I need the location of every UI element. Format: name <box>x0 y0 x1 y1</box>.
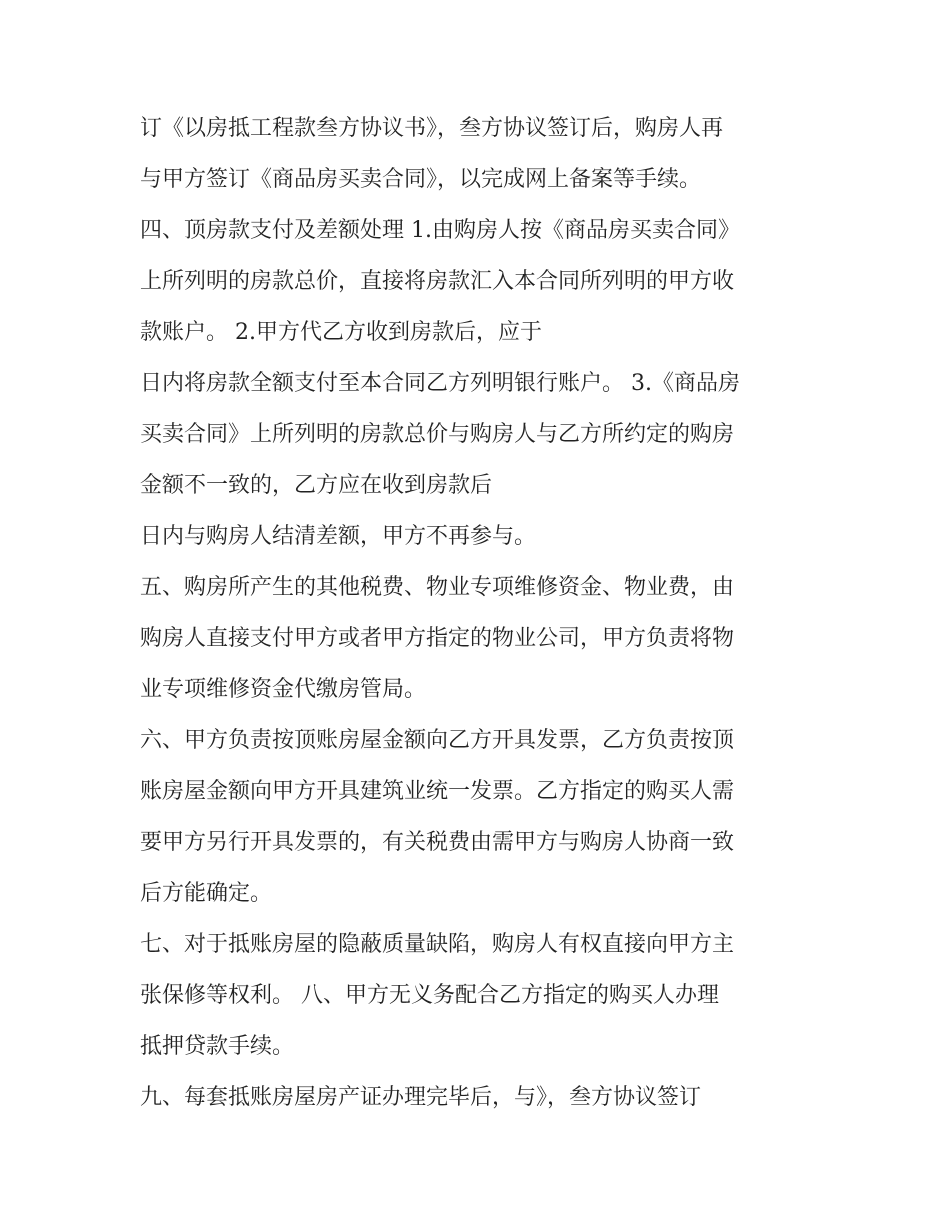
document-body <box>140 103 820 1123</box>
text-line: 买卖合同》上所列明的房款总价与购房人与乙方所约定的购房 <box>140 422 735 447</box>
text-line: 上所列明的房款总价，直接将房款汇入本合同所列明的甲方收 <box>140 269 735 294</box>
text-line: 购房人直接支付甲方或者甲方指定的物业公司，甲方负责将物 <box>140 626 735 651</box>
text-line: 款账户。 2.甲方代乙方收到房款后，应于 <box>140 320 542 345</box>
text-line: 九、每套抵账房屋房产证办理完毕后，与》，叁方协议签订 <box>140 1085 702 1110</box>
text-line: 张保修等权利。 八、甲方无义务配合乙方指定的购买人办理 <box>140 983 719 1008</box>
text-line: 订《以房抵工程款叁方协议书》，叁方协议签订后，购房人再 <box>140 116 724 141</box>
text-line: 日内与购房人结清差额，甲方不再参与。 <box>140 524 537 549</box>
text-line: 账房屋金额向甲方开具建筑业统一发票。乙方指定的购买人需 <box>140 779 735 804</box>
text-line: 四、顶房款支付及差额处理 1.由购房人按《商品房买卖合同》 <box>140 218 740 243</box>
text-line: 七、对于抵账房屋的隐蔽质量缺陷，购房人有权直接向甲方主 <box>140 932 735 957</box>
text-line: 要甲方另行开具发票的，有关税费由需甲方与购房人协商一致 <box>140 830 735 855</box>
text-line: 与甲方签订《商品房买卖合同》，以完成网上备案等手续。 <box>140 167 702 192</box>
text-line: 日内将房款全额支付至本合同乙方列明银行账户。 3.《商品房 <box>140 371 740 396</box>
text-line: 六、甲方负责按顶账房屋金额向乙方开具发票，乙方负责按顶 <box>140 728 735 753</box>
text-line: 抵押贷款手续。 <box>140 1034 295 1059</box>
text-line: 业专项维修资金代缴房管局。 <box>140 677 427 702</box>
text-line: 后方能确定。 <box>140 881 273 906</box>
text-line: 金额不一致的，乙方应在收到房款后 <box>140 473 493 498</box>
text-line: 五、购房所产生的其他税费、物业专项维修资金、物业费，由 <box>140 575 735 600</box>
